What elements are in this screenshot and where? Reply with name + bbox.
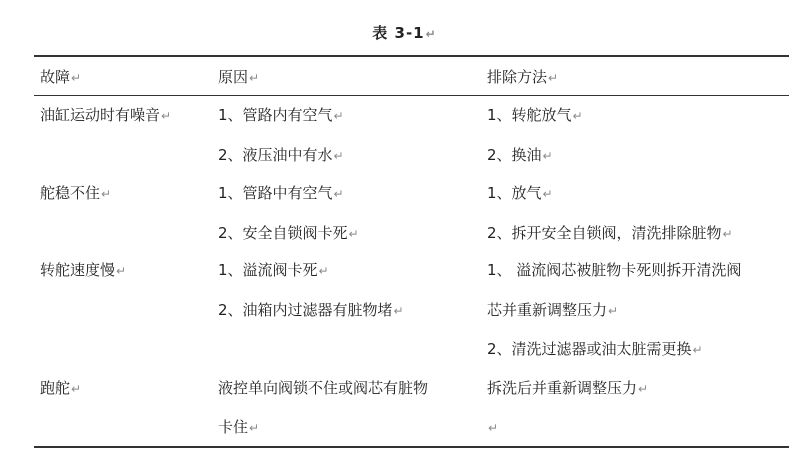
- table-top-rule: [34, 55, 789, 57]
- paragraph-mark-icon: ↵: [348, 227, 359, 241]
- cause-line: 液控单向阀锁不住或阀芯有脏物: [218, 379, 429, 397]
- remedy-line: 1、 溢流阀芯被脏物卡死则拆开清洗阀: [487, 261, 742, 279]
- fault-cell: 转舵速度慢↵: [40, 261, 127, 279]
- remedy-line: 2、换油↵: [487, 146, 553, 164]
- fault-cell: 油缸运动时有噪音↵: [40, 106, 172, 124]
- cause-line: 2、液压油中有水↵: [218, 146, 344, 164]
- remedy-line: 1、放气↵: [487, 184, 553, 202]
- paragraph-mark-icon: ↵: [333, 187, 344, 201]
- caption-text: 表 3-1: [372, 24, 425, 42]
- remedy-line: 芯并重新调整压力↵: [487, 301, 619, 319]
- fault-cell: 跑舵↵: [40, 379, 82, 397]
- paragraph-mark-icon: ↵: [488, 421, 499, 435]
- paragraph-mark-icon: ↵: [542, 149, 553, 163]
- table-header-rule: [34, 95, 789, 96]
- paragraph-mark-icon: ↵: [542, 187, 553, 201]
- cause-line: 1、管路内有空气↵: [218, 106, 344, 124]
- cause-line: 2、安全自锁阀卡死↵: [218, 224, 359, 242]
- cause-line: 2、油箱内过滤器有脏物堵↵: [218, 301, 404, 319]
- header-cause: 原因↵: [218, 68, 260, 86]
- remedy-line: 2、拆开安全自锁阀，清洗排除脏物↵: [487, 224, 733, 242]
- cause-line: 卡住↵: [218, 418, 260, 436]
- paragraph-mark-icon: ↵: [249, 421, 260, 435]
- remedy-line: 拆洗后并重新调整压力↵: [487, 379, 649, 397]
- paragraph-mark-icon: ↵: [425, 27, 437, 41]
- paragraph-mark-icon: ↵: [71, 71, 82, 85]
- paragraph-mark-icon: ↵: [249, 71, 260, 85]
- remedy-line: [487, 417, 498, 438]
- paragraph-mark-icon: ↵: [548, 71, 559, 85]
- paragraph-mark-icon: ↵: [71, 382, 82, 396]
- paragraph-mark-icon: ↵: [318, 264, 329, 278]
- fault-cell: 舵稳不住↵: [40, 184, 112, 202]
- cause-line: 1、管路中有空气↵: [218, 184, 344, 202]
- paragraph-mark-icon: ↵: [638, 382, 649, 396]
- paragraph-mark-icon: ↵: [393, 304, 404, 318]
- header-remedy: 排除方法↵: [487, 68, 559, 86]
- paragraph-mark-icon: ↵: [572, 109, 583, 123]
- paragraph-mark-icon: ↵: [722, 227, 733, 241]
- remedy-line: 2、清洗过滤器或油太脏需更换↵: [487, 340, 703, 358]
- paragraph-mark-icon: ↵: [333, 109, 344, 123]
- header-fault: 故障↵: [40, 68, 82, 86]
- table-caption: [0, 22, 809, 43]
- remedy-line: 1、转舵放气↵: [487, 106, 583, 124]
- paragraph-mark-icon: ↵: [101, 187, 112, 201]
- table-bottom-rule: [34, 446, 789, 448]
- cause-line: 1、溢流阀卡死↵: [218, 261, 329, 279]
- paragraph-mark-icon: ↵: [608, 304, 619, 318]
- paragraph-mark-icon: ↵: [333, 149, 344, 163]
- paragraph-mark-icon: ↵: [161, 109, 172, 123]
- paragraph-mark-icon: ↵: [692, 343, 703, 357]
- paragraph-mark-icon: ↵: [116, 264, 127, 278]
